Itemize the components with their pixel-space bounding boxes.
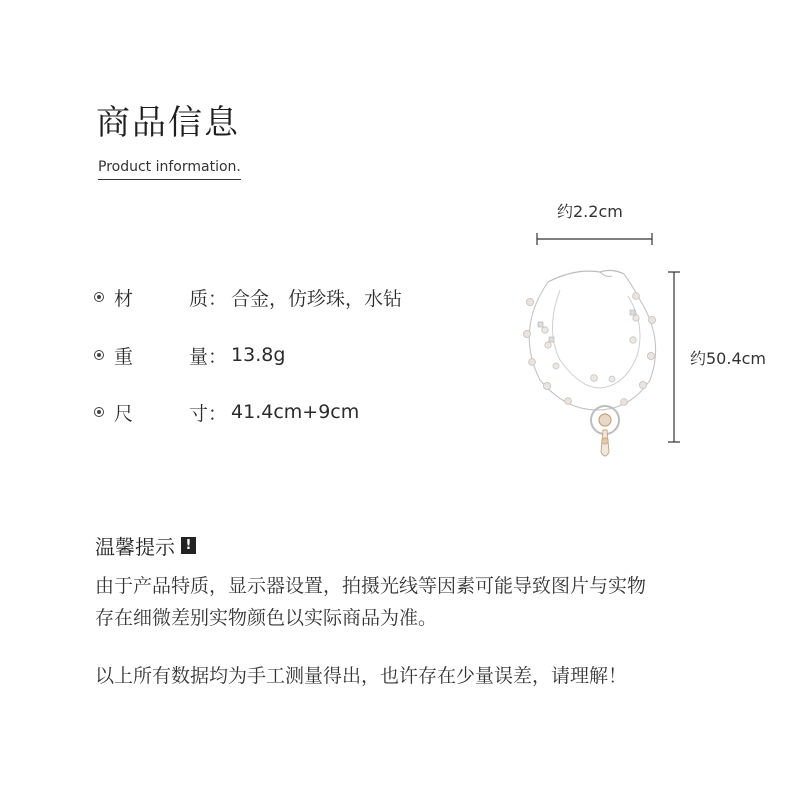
pearl-necklace-icon [523,270,655,456]
spec-value: 41.4cm+9cm [231,401,360,423]
spec-label: 材 质 [114,287,208,310]
tips-line-1: 由于产品特质，显示器设置，拍摄光线等因素可能导致图片与实物 [95,575,647,597]
height-dimension-label: 约50.4cm [690,349,767,368]
spec-value: 13.8g [231,344,286,366]
spec-value: 合金，仿珍珠，水钻 [231,287,403,310]
spec-label: 尺 寸 [114,402,208,425]
page-subtitle: Product information. [98,160,241,180]
tips-title: 温馨提示 ! [95,531,196,560]
width-dimension-line [537,233,652,245]
width-dimension-label: 约2.2cm [557,202,623,221]
page-title: 商品信息 [96,103,240,143]
tips-line-3: 以上所有数据均为手工测量得出，也许存在少量误差，请理解！ [95,665,628,687]
spec-label: 重 量 [114,345,208,368]
spec-colon: ： [208,287,228,310]
spec-colon: ： [208,345,228,368]
height-dimension-line [668,272,680,442]
exclamation-icon: ! [181,537,196,554]
spec-colon: ： [208,402,228,425]
tips-line-2: 存在细微差别实物颜色以实际商品为准。 [95,607,438,629]
